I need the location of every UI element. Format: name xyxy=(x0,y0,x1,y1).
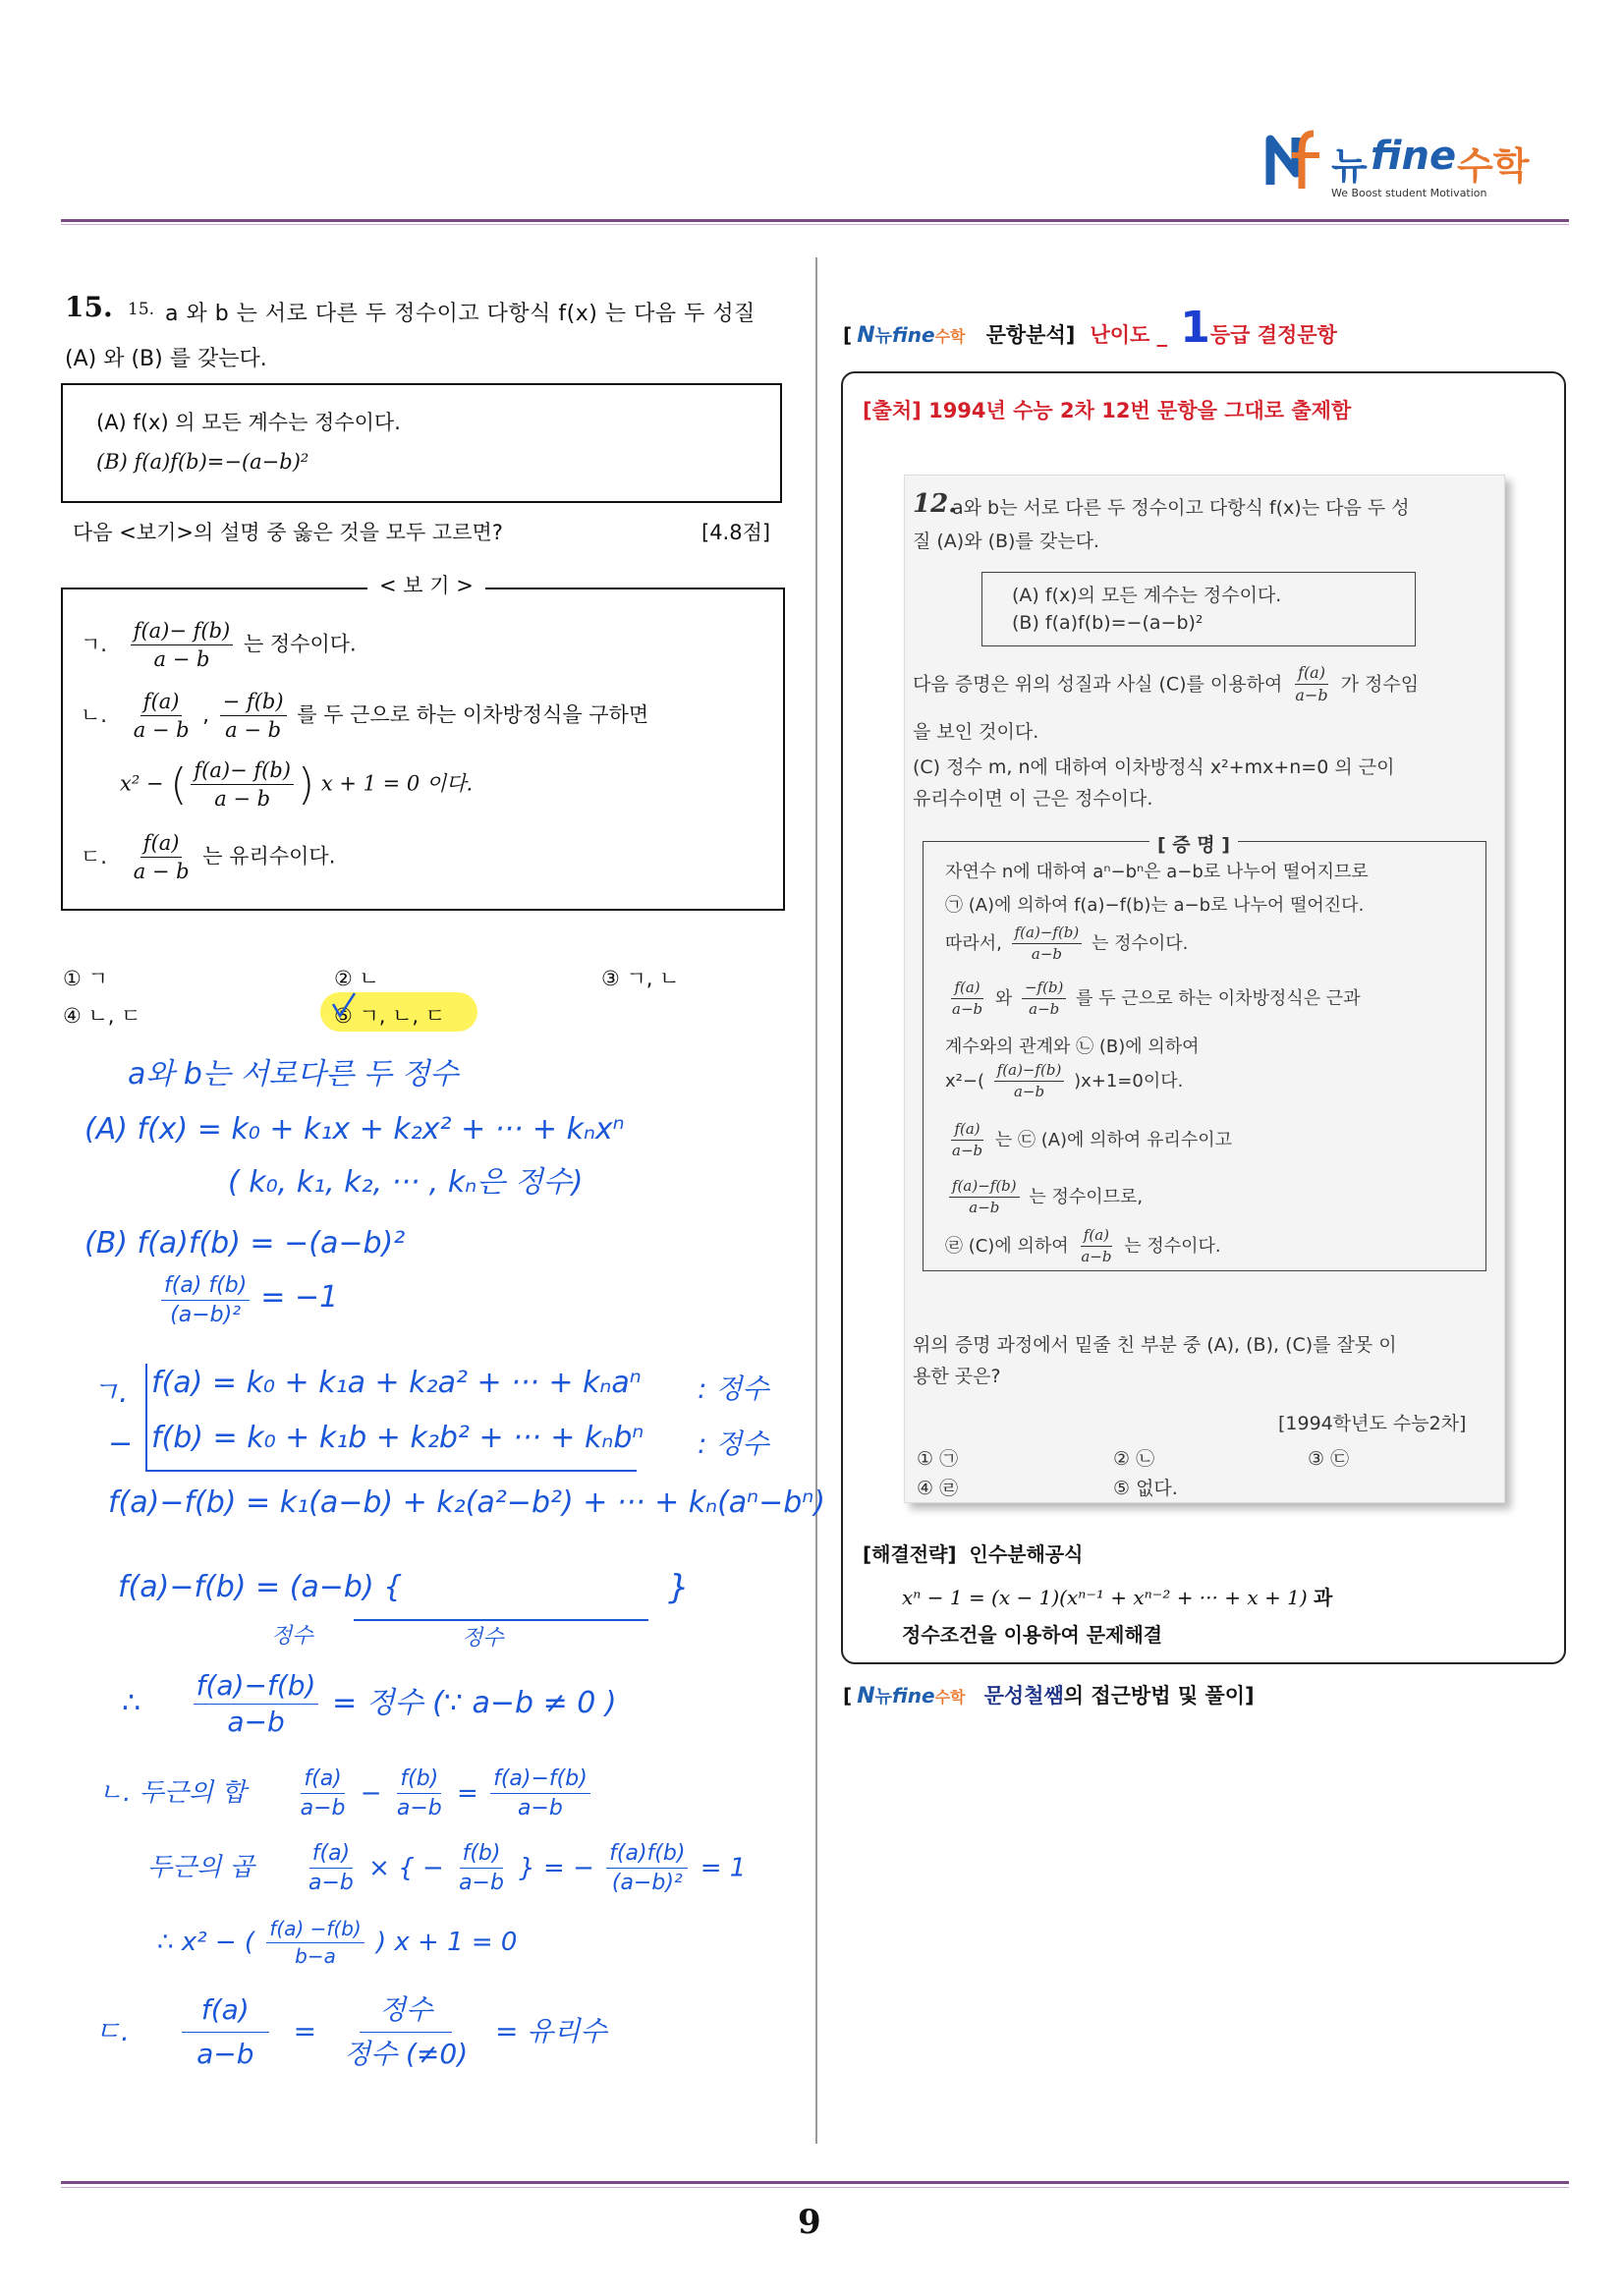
hw-line-11 xyxy=(98,1766,594,1821)
hw-line-7-op: − xyxy=(108,1427,134,1461)
logo-text-fine: fine xyxy=(1371,134,1457,179)
hw-l13-pre: ∴ x² − ( xyxy=(157,1928,255,1957)
paren-left: ( xyxy=(170,759,188,811)
fraction xyxy=(1292,664,1330,705)
numerator: f(a) xyxy=(951,980,982,999)
hw-l14-eq: = xyxy=(293,2014,317,2047)
page-number: 9 xyxy=(798,2203,821,2242)
scan-proof-9 xyxy=(945,1227,1221,1266)
fraction xyxy=(131,831,193,883)
denominator: a−b xyxy=(396,1796,442,1821)
strategy-formula xyxy=(902,1582,1332,1610)
scan-choice-3: ③ ㉢ xyxy=(1308,1448,1350,1470)
scanned-problem-image xyxy=(904,475,1505,1503)
bogi-d-tail: 는 유리수이다. xyxy=(202,844,336,868)
denominator: a − b xyxy=(153,647,210,672)
numerator: f(a) xyxy=(301,1766,344,1794)
hw-line-6: f(a) = k₀ + k₁a + k₂a² + ··· + kₙaⁿ xyxy=(151,1366,642,1400)
scan-stem-2: 질 (A)와 (B)를 갖는다. xyxy=(913,531,1099,552)
hw-line-9-sub2: 정수 xyxy=(462,1626,504,1651)
scan-p9-tail: 는 정수이다. xyxy=(1124,1235,1221,1257)
mini-logo-fine: fine xyxy=(892,323,935,347)
bogi-box xyxy=(61,574,785,911)
hw-l12-mid: × { − xyxy=(368,1853,444,1883)
brand-logo xyxy=(1262,126,1557,204)
denominator: a − b xyxy=(214,787,271,812)
fraction xyxy=(266,1918,364,1968)
numerator: f(a) xyxy=(1295,664,1328,685)
strategy-heading xyxy=(863,1539,1083,1567)
teacher-name: 문성철쌤 xyxy=(983,1684,1064,1708)
denominator: a − b xyxy=(225,718,282,743)
bracket-open: [ xyxy=(843,323,853,347)
strategy-label: [해결전략] xyxy=(863,1542,957,1566)
fraction xyxy=(182,1994,269,2070)
numerator: f(a) xyxy=(1081,1227,1112,1247)
hw-bracket xyxy=(145,1364,147,1470)
denominator: a−b xyxy=(969,1199,1000,1217)
scan-proof-4 xyxy=(945,980,1361,1019)
hw-l12-eq: } = − xyxy=(519,1853,594,1883)
scan-proof-3 xyxy=(945,924,1188,964)
mini-logo-mark: N xyxy=(857,1684,875,1708)
scan-question-1: 위의 증명 과정에서 밑줄 친 부분 중 (A), (B), (C)를 잘못 이 xyxy=(913,1334,1397,1356)
hw-l10-tail: = 정수 (∵ a−b ≠ 0 ) xyxy=(332,1686,617,1721)
numerator: f(b) xyxy=(397,1766,441,1794)
mini-logo-math: 수학 xyxy=(934,327,966,346)
scan-line-1 xyxy=(913,664,1419,705)
hw-line-2: (A) f(x) = k₀ + k₁x + k₂x² + ··· + kₙxⁿ xyxy=(84,1112,625,1147)
hw-line-8: f(a)−f(b) = k₁(a−b) + k₂(a²−b²) + ··· + kₙ(aⁿ−bⁿ) xyxy=(108,1485,825,1520)
bracket-open: [ xyxy=(843,1684,853,1708)
fraction xyxy=(1022,980,1066,1019)
hw-line-3: ( k₀, k₁, k₂, ··· , kₙ은 정수) xyxy=(228,1165,584,1200)
column-divider xyxy=(815,257,817,2144)
hw-l14-tail: = 유리수 xyxy=(495,2014,607,2047)
scan-p3-pre: 따라서, xyxy=(945,932,1002,954)
fraction xyxy=(298,1766,349,1821)
comma: , xyxy=(202,702,209,727)
fraction xyxy=(194,1670,319,1738)
scan-line-3: (C) 정수 m, n에 대하여 이차방정식 x²+mx+n=0 의 근이 xyxy=(913,756,1395,778)
scan-p6-tail: )x+1=0이다. xyxy=(1074,1070,1184,1092)
scan-p3-tail: 는 정수이다. xyxy=(1091,932,1189,954)
denominator: (a−b)² xyxy=(611,1871,683,1896)
analysis-label: 문항분석] xyxy=(985,323,1076,347)
hw-line-7: f(b) = k₀ + k₁b + k₂b² + ··· + kₙbⁿ xyxy=(151,1421,644,1455)
denominator: a−b xyxy=(459,1871,504,1896)
hw-l11-eq: = xyxy=(457,1778,478,1809)
paren-right: ) xyxy=(297,759,315,811)
scan-p6-pre: x²−( xyxy=(945,1070,984,1092)
scan-proof-2: ㉠ (A)에 의하여 f(a)−f(b)는 a−b로 나누어 떨어진다. xyxy=(945,895,1365,916)
eq-pre: x² − xyxy=(120,771,164,796)
hw-line-12 xyxy=(147,1841,746,1896)
mini-logo-ko: 뉴 xyxy=(874,326,893,347)
hw-l12-label: 두근의 곱 xyxy=(147,1853,254,1883)
fraction xyxy=(131,690,193,742)
denominator: a−b xyxy=(308,1871,354,1896)
problem-stem-line1: a 와 b 는 서로 다른 두 정수이고 다항식 f(x) 는 다음 두 성질 xyxy=(165,302,756,326)
scan-choice-1: ① ㉠ xyxy=(917,1448,959,1470)
scan-p4-mid: 와 xyxy=(994,987,1013,1009)
scan-p7-tail: 는 ㉢ (A)에 의하여 유리수이고 xyxy=(994,1129,1232,1150)
scan-proof-8 xyxy=(945,1178,1143,1217)
fraction xyxy=(161,1273,250,1328)
numerator: f(a) xyxy=(140,690,183,716)
denominator: a−b xyxy=(952,1142,983,1160)
scan-choice-4: ④ ㉣ xyxy=(917,1478,959,1499)
strategy-line3: 정수조건을 이용하여 문제해결 xyxy=(902,1623,1163,1647)
hw-line-14 xyxy=(94,1994,607,2070)
scan-proof-box xyxy=(923,834,1486,1271)
denominator: (a−b)² xyxy=(170,1303,242,1328)
scan-proof-6 xyxy=(945,1062,1183,1101)
hw-l12-tail: = 1 xyxy=(700,1853,747,1883)
footer-rule-thin xyxy=(61,2187,1569,2188)
condition-b: (B) f(a)f(b)=−(a−b)² xyxy=(96,450,309,474)
fraction xyxy=(949,1178,1020,1217)
hw-l11-mid: − xyxy=(360,1778,382,1809)
numerator: f(a)−f(b) xyxy=(994,1062,1065,1082)
grade-number: 1 xyxy=(1180,303,1210,353)
numerator: f(a) xyxy=(182,1994,269,2033)
fraction xyxy=(994,1062,1065,1101)
hw-line-9: f(a)−f(b) = (a−b) { xyxy=(118,1570,403,1604)
header-rule xyxy=(61,219,1569,222)
scan-cond-box xyxy=(981,572,1416,646)
scan-number: 12. xyxy=(913,489,958,519)
numerator: f(b) xyxy=(460,1841,504,1869)
scan-stem-1: a와 b는 서로 다른 두 정수이고 다항식 f(x)는 다음 두 성 xyxy=(952,497,1410,519)
numerator: f(a) xyxy=(140,831,183,858)
hw-l5-tail: = −1 xyxy=(260,1279,339,1315)
fraction xyxy=(949,980,985,1019)
denominator: a−b xyxy=(1295,686,1328,705)
bogi-item-d xyxy=(81,831,335,883)
fraction xyxy=(131,619,234,671)
footer-rule xyxy=(61,2181,1569,2184)
formula-tail: 과 xyxy=(1314,1586,1333,1609)
scan-choice-5: ⑤ 없다. xyxy=(1113,1478,1178,1499)
denominator: a−b xyxy=(227,1706,285,1739)
mini-logo-fine: fine xyxy=(892,1684,935,1708)
grade-text: 등급 결정문항 xyxy=(1209,323,1337,347)
source-text: [출처] 1994년 수능 2차 12번 문항을 그대로 출제함 xyxy=(863,399,1352,422)
hw-l13-tail: ) x + 1 = 0 xyxy=(375,1928,518,1957)
points: [4.8점] xyxy=(701,521,771,544)
condition-a: (A) f(x) 의 모든 계수는 정수이다. xyxy=(96,411,401,434)
fraction xyxy=(1012,924,1083,964)
numerator: f(a) −f(b) xyxy=(266,1918,364,1943)
bogi-g-tail: 는 정수이다. xyxy=(243,632,357,656)
fraction xyxy=(341,1994,471,2070)
fraction xyxy=(490,1766,590,1821)
hw-line-4: (B) f(a)f(b) = −(a−b)² xyxy=(84,1226,406,1260)
bogi-label-n: ㄴ. xyxy=(81,702,107,727)
difficulty-label: 난이도 _ xyxy=(1090,323,1168,347)
numerator: f(a)−f(b) xyxy=(490,1766,590,1794)
denominator: a−b xyxy=(952,1000,983,1019)
scan-proof-1: 자연수 n에 대하여 aⁿ−bⁿ은 a−b로 나누어 떨어지므로 xyxy=(945,862,1369,882)
numerator: 정수 xyxy=(360,1994,452,2033)
numerator: f(a)−f(b) xyxy=(194,1670,319,1705)
fraction xyxy=(1078,1227,1114,1266)
scan-proof-5: 계수와의 관계와 ㉡ (B)에 의하여 xyxy=(945,1036,1200,1057)
fraction xyxy=(606,1841,688,1896)
numerator: f(a)−f(b) xyxy=(949,1178,1020,1198)
bogi-item-n-equation xyxy=(120,758,473,811)
hw-line-13 xyxy=(157,1918,517,1968)
analysis-header xyxy=(843,303,1337,353)
scan-source: [1994학년도 수능2차] xyxy=(1278,1413,1467,1434)
bogi-n-tail: 를 두 근으로 하는 이차방정식을 구하면 xyxy=(297,702,649,727)
scan-proof-title: [ 증 명 ] xyxy=(1149,830,1238,857)
fraction xyxy=(191,758,294,811)
hw-sum-rule xyxy=(145,1470,637,1472)
denominator: a−b xyxy=(517,1796,563,1821)
scan-p4-tail: 를 두 근으로 하는 이차방정식은 근과 xyxy=(1076,987,1361,1009)
numerator: − f(b) xyxy=(220,690,287,716)
scan-l1-pre: 다음 증명은 위의 성질과 사실 (C)를 이용하여 xyxy=(913,673,1283,696)
mini-logo-math: 수학 xyxy=(934,1688,966,1707)
numerator: f(a) xyxy=(309,1841,353,1869)
hw-line-5 xyxy=(157,1273,338,1328)
problem-number: 15. xyxy=(65,291,113,323)
problem-stem-line2: (A) 와 (B) 를 갖는다. xyxy=(65,347,267,371)
approach-tail: 의 접근방법 및 풀이] xyxy=(1063,1684,1255,1708)
denominator: b−a xyxy=(295,1944,336,1968)
numerator: f(a)− f(b) xyxy=(191,758,294,785)
scan-cond-a: (A) f(x)의 모든 계수는 정수이다. xyxy=(1012,585,1282,606)
header-rule-thin xyxy=(61,224,1569,225)
denominator: a−b xyxy=(1029,1000,1060,1019)
hw-l11-label: ㄴ. 두근의 합 xyxy=(98,1778,247,1809)
bogi-item-n xyxy=(81,690,648,742)
mini-logo-mark: N xyxy=(857,323,875,348)
scan-p8-tail: 는 정수이므로, xyxy=(1029,1186,1144,1207)
mini-logo-ko: 뉴 xyxy=(874,1687,893,1708)
scan-p9-pre: ㉣ (C)에 의하여 xyxy=(945,1235,1069,1257)
bogi-label-g: ㄱ. xyxy=(81,632,107,656)
denominator: a−b xyxy=(300,1796,346,1821)
logo-text-ko: 뉴 xyxy=(1331,144,1368,188)
denominator: a−b xyxy=(1031,945,1062,964)
eq-post: x + 1 = 0 이다. xyxy=(320,771,474,796)
formula: xⁿ − 1 = (x − 1)(xⁿ⁻¹ + xⁿ⁻² + ··· + x + 1) xyxy=(902,1586,1308,1609)
hw-line-6-label: ㄱ. xyxy=(90,1375,129,1410)
conditions-box xyxy=(61,383,782,503)
hw-line-9-sub1: 정수 xyxy=(271,1624,313,1649)
fraction xyxy=(949,1121,985,1160)
denominator: a−b xyxy=(1013,1083,1045,1101)
denominator: a−b xyxy=(196,2038,254,2071)
hw-line-10 xyxy=(122,1670,617,1738)
scan-l1-tail: 가 정수임 xyxy=(1340,673,1420,696)
hw-line-1: a와 b는 서로다른 두 정수 xyxy=(128,1057,459,1092)
numerator: f(a)f(b) xyxy=(606,1841,688,1869)
question-text: 다음 <보기>의 설명 중 옳은 것을 모두 고르면? xyxy=(73,521,503,544)
choice-5[interactable]: ⑤ ㄱ, ㄴ, ㄷ xyxy=(334,1004,446,1028)
choice-3[interactable]: ③ ㄱ, ㄴ xyxy=(601,967,680,990)
scan-choice-2: ② ㉡ xyxy=(1113,1448,1155,1470)
logo-mark-icon xyxy=(1262,126,1331,195)
choice-2[interactable]: ② ㄴ xyxy=(334,967,379,990)
denominator: 정수 (≠0) xyxy=(344,2038,469,2071)
problem-inline-number: 15. xyxy=(128,300,155,319)
hw-line-6-tag: : 정수 xyxy=(698,1372,769,1405)
strategy-title: 인수분해공식 xyxy=(969,1542,1084,1566)
denominator: a − b xyxy=(133,860,190,884)
fraction xyxy=(220,690,287,742)
numerator: f(a) f(b) xyxy=(161,1273,250,1301)
denominator: a−b xyxy=(1081,1248,1112,1266)
bogi-item-g xyxy=(81,619,357,671)
numerator: f(a)− f(b) xyxy=(131,619,234,645)
choice-1[interactable]: ① ㄱ xyxy=(63,967,108,990)
bogi-title: < 보 기 > xyxy=(367,570,485,599)
therefore-icon: ∴ xyxy=(122,1686,141,1721)
scan-question-2: 용한 곳은? xyxy=(913,1366,1001,1387)
logo-text-math: 수학 xyxy=(1457,144,1530,188)
scan-line-4: 유리수이면 이 근은 정수이다. xyxy=(913,788,1153,810)
bogi-label-d: ㄷ. xyxy=(81,844,107,868)
fraction xyxy=(456,1841,507,1896)
scan-line-2: 을 보인 것이다. xyxy=(913,721,1039,743)
hw-l14-label: ㄷ. xyxy=(94,2014,130,2047)
numerator: f(a) xyxy=(951,1121,982,1141)
numerator: f(a)−f(b) xyxy=(1012,924,1083,944)
scan-cond-b: (B) f(a)f(b)=−(a−b)² xyxy=(1012,612,1204,634)
approach-heading xyxy=(843,1680,1255,1709)
logo-tagline: We Boost student Motivation xyxy=(1331,187,1487,199)
hw-line-7-tag: : 정수 xyxy=(698,1428,769,1460)
hw-line-9-close: } xyxy=(668,1568,690,1607)
fraction xyxy=(306,1841,357,1896)
check-mark-icon xyxy=(330,990,358,1020)
scan-proof-7 xyxy=(945,1121,1232,1160)
fraction xyxy=(394,1766,445,1821)
choice-4[interactable]: ④ ㄴ, ㄷ xyxy=(63,1004,141,1028)
denominator: a − b xyxy=(133,718,190,743)
numerator: −f(b) xyxy=(1022,980,1066,999)
